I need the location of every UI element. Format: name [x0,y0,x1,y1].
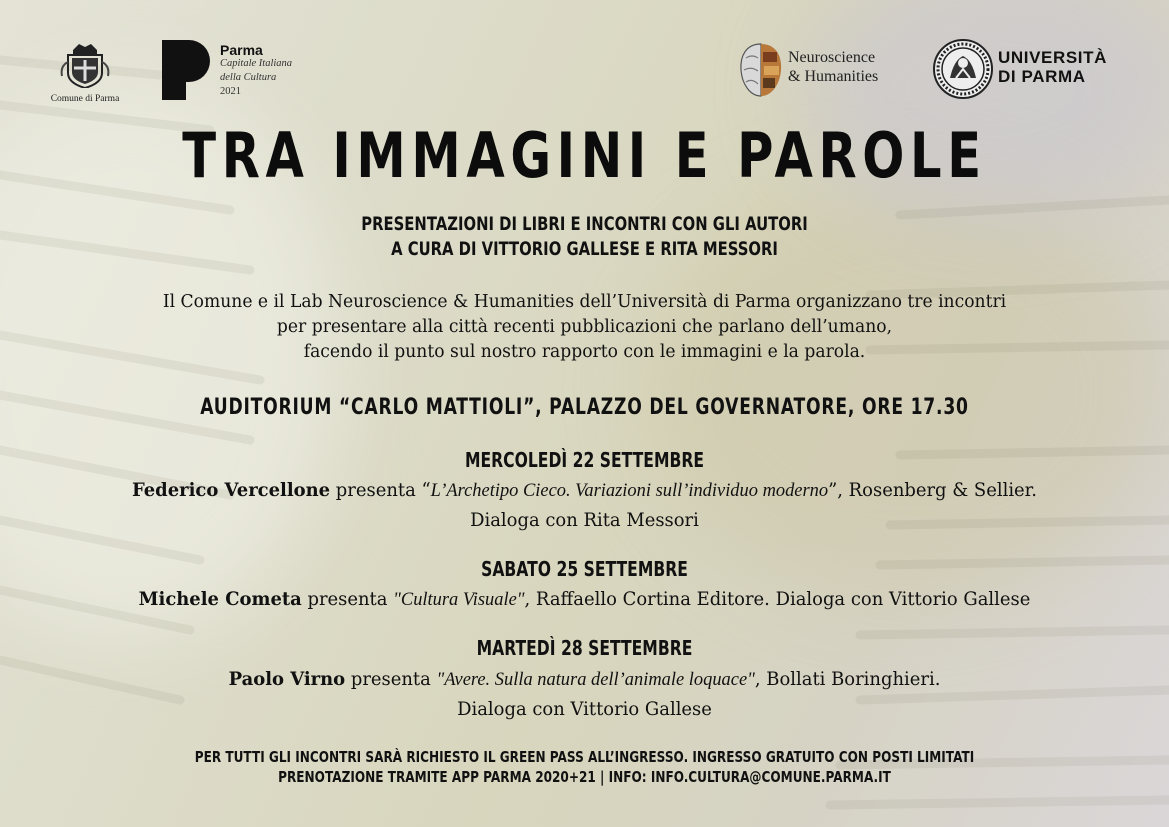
event-dialog: Dialoga con Vittorio Gallese [457,699,712,720]
parma-capitale-logo [162,40,332,102]
comune-di-parma-logo [46,40,124,104]
unipr-line: DI PARMA [998,67,1086,86]
venue-line: AUDITORIUM “CARLO MATTIOLI”, PALAZZO DEL GOVERNATORE, ORE 17.30 [200,395,969,420]
unipr-line: UNIVERSITÀ [998,48,1107,67]
event-description [18,665,1152,695]
footer-line: PER TUTTI GLI INCONTRI SARÀ RICHIESTO IL GREEN PASS ALL’INGRESSO. INGRESSO GRATUITO CON POSTI LIMITATI [194,748,975,766]
parma-sub-line: Capitale Italiana [220,58,293,69]
nh-text [788,48,878,86]
parma-sub-year: 2021 [220,86,241,97]
brain-icon [738,40,784,100]
event-description [18,585,1152,615]
event-publisher: ”, Rosenberg & Sellier. [828,480,1038,501]
event-author: Federico Vercellone [131,480,331,501]
parma-crest-icon [46,40,124,88]
header [0,38,1169,104]
event-publisher: , Raffaello Cortina Editore. Dialoga con Vittorio Gallese [524,589,1031,610]
event-author: Michele Cometa [138,589,302,610]
footer [129,747,1041,787]
event-description [18,476,1152,506]
comune-label: Comune di Parma [50,94,120,104]
footer-line[interactable]: PRENOTAZIONE TRAMITE APP PARMA 2020+21 | INFO: INFO.CULTURA@COMUNE.PARMA.IT [278,768,891,786]
parma-capitale-text [220,43,292,99]
event-date: MARTEDÌ 28 SETTEMBRE [476,636,693,660]
parma-logo-bowl [168,40,210,82]
poster-title: TRA IMMAGINI E PAROLE [182,119,987,192]
parma-title: Parma [220,42,263,58]
event-date: MERCOLEDÌ 22 SETTEMBRE [464,448,705,472]
event-verb: presenta [301,589,394,610]
event-book-title: "Avere. Sulla natura dell’animale loquace" [436,669,755,690]
event-verb: presenta “ [330,480,431,501]
university-seal-icon [932,38,994,100]
intro-line: Il Comune e il Lab Neuroscience & Humanities dell’Università di Parma organizzano tre incontri [162,292,1007,312]
unipr-text [998,48,1107,86]
event-verb: presenta [345,669,437,690]
intro-line: per presentare alla città recenti pubblicazioni che parlano dell’umano, [276,317,893,337]
event-book-title: "Cultura Visuale" [393,589,525,610]
intro-paragraph [12,290,1158,365]
subtitle [129,212,1041,262]
universita-di-parma-logo [932,38,1132,102]
nh-line: Neuroscience [788,49,876,66]
subtitle-line: A CURA DI VITTORIO GALLESE E RITA MESSORI [391,238,778,260]
intro-line: facendo il punto sul nostro rapporto con le immagini e la parola. [303,342,866,362]
event-date: SABATO 25 SETTEMBRE [481,557,688,581]
parma-sub-line: della Cultura [220,72,277,83]
event-publisher: , Bollati Boringhieri. [754,669,941,690]
event-book-title: L’Archetipo Cieco. Variazioni sull’individuo moderno [430,480,829,501]
neuroscience-humanities-logo [738,40,918,100]
event-author: Paolo Virno [228,669,346,690]
subtitle-line: PRESENTAZIONI DI LIBRI E INCONTRI CON GLI AUTORI [361,213,808,235]
nh-line: & Humanities [788,68,879,85]
event-dialog: Dialoga con Rita Messori [470,510,699,531]
